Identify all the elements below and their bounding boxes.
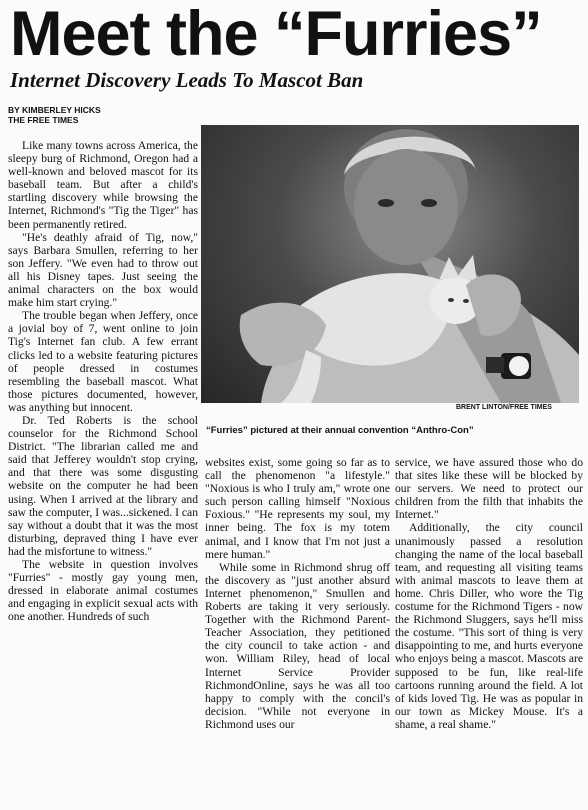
- paragraph-continued: service, we have assured those who do that sites like these will be blocked by our servers. We need to protect our children from the filth that inhabits the Internet.": [395, 456, 583, 522]
- paragraph: Dr. Ted Roberts is the school counselor for the Richmond School District. "The librarian called me and said that Jefferey wouldn't stop crying, and that there was some disgusting website on the computer he had been using. When I arrived at the library and saw the computer, I was...sickened. I can say without a doubt that it was the most disturbing, depraved thing I have ever had the misfortune to witness.": [8, 413, 198, 558]
- paragraph: While some in Richmond shrug off the discovery as "just another absurd Internet phenomenon," Smullen and Roberts are taking it very seriously. Together with the Richmond Parent-Teacher Association, they petitioned the city council to take action - and won. William Riley, head of local Internet Service Provider RichmondOnline, says he was all too happy to comply with the concil's decision. "While not everyone in Richmond uses our: [205, 560, 390, 731]
- paragraph: Like many towns across America, the sleepy burg of Richmond, Oregon had a well-known and beloved mascot for its baseball team. But after a child's startling discovery while browsing the Internet, Richmond's "Tig the Tiger" has been permanently retired.: [8, 139, 198, 231]
- paragraph: "He's deathly afraid of Tig, now," says Barbara Smullen, referring to her son Jeffery. "We even had to throw out all his Disney tapes. Just seeing the animal characters on the box would make him start crying.": [8, 230, 198, 310]
- byline-source: THE FREE TIMES: [8, 115, 79, 125]
- subheadline: Internet Discovery Leads To Mascot Ban: [10, 68, 364, 92]
- paragraph-continued: websites exist, some going so far as to call the phenomenon "a lifestyle." "Noxious is who I truly am," wrote one such person calling himself "Noxious Foxious." "He represents my soul, my inner being. The fox is my totem animal, and I know that I'm not just a mere human.": [205, 456, 390, 561]
- photo-credit: BRENT LINTON/FREE TIMES: [456, 404, 552, 411]
- article-column-1: [8, 139, 198, 807]
- article-photo: [201, 125, 579, 403]
- article-column-2: [205, 456, 390, 806]
- article-column-3: [395, 456, 583, 806]
- paragraph: Additionally, the city council unanimously passed a resolution changing the name of the local baseball team, and requesting all visiting teams with animal mascots to leave them at home. Chris Diller, who wore the Tig costume for the Richmond Tigers - now the Richmond Sluggers, says he'll miss the costume. "This sort of thing is very disappointing to me, and hurts everyone who enjoys being a mascot. Mascots are supposed to be fun, like real-life cartoons running around the field. A lot of kids loved Tig. He was as popular in our town as Mickey Mouse. It's a shame, a real shame.": [395, 521, 583, 731]
- paragraph: The trouble began when Jeffery, once a jovial boy of 7, went online to join Tig's Internet fan club. A few errant clicks led to a website featuring pictures of people dressed in costumes resembling the baseball mascot. What those pictures documented, however, was anything but innocent.: [8, 309, 198, 414]
- headline: Meet the “Furries”: [10, 0, 542, 69]
- byline: [8, 105, 101, 125]
- paragraph: The website in question involves "Furries" - mostly gay young men, dressed in elaborate animal costumes and engaging in explicit sexual acts with one another. Hundreds of such: [8, 558, 198, 624]
- byline-author: BY KIMBERLEY HICKS: [8, 105, 101, 115]
- photo-illustration: [201, 125, 579, 403]
- photo-caption: “Furries” pictured at their annual convention “Anthro-Con”: [206, 425, 474, 436]
